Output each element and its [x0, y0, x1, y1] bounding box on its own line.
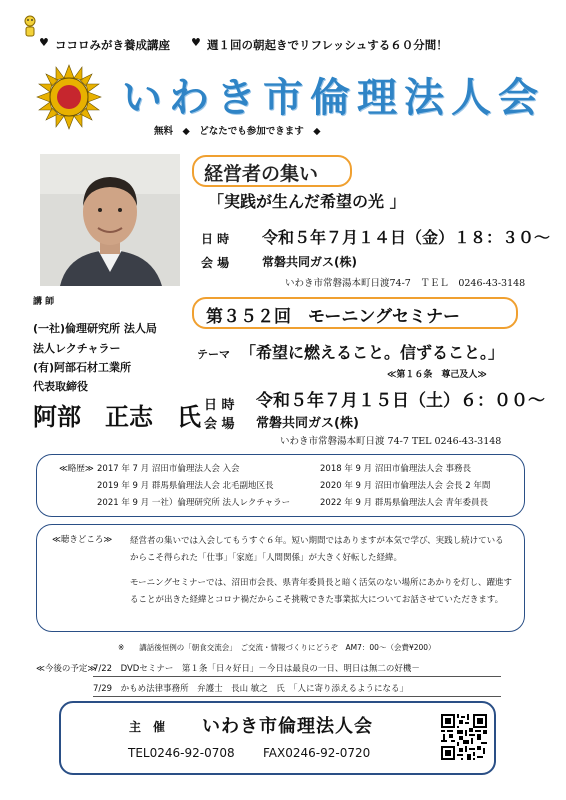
- footer-fax: FAX0246-92-0720: [263, 746, 371, 760]
- history-left-3: 2021 年 9 月 一社）倫理研究所 法人レクチャラー: [97, 498, 291, 508]
- header-tagline-left: ココロみがき養成講座: [55, 38, 170, 52]
- speaker-name: 阿部 正志 氏: [33, 402, 201, 431]
- org-title: いわき市倫理法人会: [122, 75, 545, 121]
- event2-date-label: 日 時: [204, 398, 235, 413]
- speaker-affiliation-3: (有)阿部石材工業所: [33, 361, 132, 374]
- qr-code-icon[interactable]: [441, 714, 487, 760]
- schedule-item-2: 7/29 かもめ法律事務所 弁護士 長山 敏之 氏 「人に寄り添えるようになる」: [93, 682, 501, 697]
- event1-date-label: 日 時: [201, 232, 230, 246]
- schedule-item-1: 7/22 DVDセミナー 第１条「日々好日」－今日は最良の一日、明日は無二の好機－: [93, 662, 501, 677]
- history-right-3: 2022 年 9 月 群馬県倫理法人会 青年委員長: [320, 498, 489, 508]
- event2-theme-label: テーマ: [197, 348, 230, 361]
- event2-title: 第３５２回 モーニングセミナー: [206, 307, 460, 327]
- history-right-2: 2020 年 9 月 沼田市倫理法人会 会長 2 年間: [320, 481, 491, 491]
- event1-venue-value: 常磐共同ガス(株): [262, 255, 357, 269]
- event1-venue-label: 会 場: [201, 256, 230, 270]
- event1-date-value: 令和５年７月１４日（金）１８：３０〜: [262, 228, 551, 247]
- free-note: 無料 ◆ どなたでも参加できます ◆: [154, 126, 321, 137]
- host-label: 主 催: [129, 720, 166, 734]
- speaker-affiliation-1: (一社)倫理研究所 法人局: [33, 322, 157, 335]
- org-logo-icon: [34, 62, 104, 132]
- header-tagline-right: 週１回の朝起きでリフレッシュする６０分間！: [207, 38, 448, 52]
- event2-theme-value: 「希望に燃えること。信ずること。」: [240, 343, 505, 362]
- history-left-2: 2019 年 9 月 群馬県倫理法人会 北毛副地区長: [97, 481, 274, 491]
- event2-chapter: ≪第１６条 尊己及人≫: [387, 370, 487, 380]
- breakfast-note: ※ 講話後恒例の「朝食交流会」 ご交流・情報づくりにどうぞ AM7：00〜（会費¥200）: [118, 643, 436, 652]
- speaker-photo: [40, 154, 180, 286]
- speaker-affiliation-2: 法人レクチャラー: [33, 342, 121, 355]
- heart-icon: ♥: [191, 36, 201, 49]
- speaker-role-label: 講 師: [33, 297, 55, 307]
- event2-address: いわき市常磐湯本町日渡 74-7 TEL 0246-43-3148: [280, 436, 502, 447]
- event2-date-value: 令和５年７月１５日（土）６：００〜: [256, 391, 545, 411]
- schedule-label: ≪今後の予定≫: [36, 664, 97, 674]
- event2-venue-label: 会 場: [204, 417, 235, 432]
- event1-address: いわき市常磐湯本町日渡74-7 ＴＥＬ 0246-43-3148: [285, 278, 526, 289]
- history-left-1: 2017 年 7 月 沼田市倫理法人会 入会: [97, 464, 240, 474]
- history-right-1: 2018 年 9 月 沼田市倫理法人会 事務長: [320, 464, 472, 474]
- heart-icon: ♥: [39, 36, 49, 49]
- host-name: いわき市倫理法人会: [202, 716, 373, 737]
- highlights-para1: 経営者の集いでは入会してもうすぐ６年。短い期間ではありますが本気で学び、実践し続けているからこそ得られた「仕事」「家庭」「人間関係」が大きく好転した経緯。: [130, 536, 504, 563]
- footer-tel: TEL0246-92-0708: [128, 746, 235, 760]
- event1-subtitle: 「実践が生んだ希望の光 」: [208, 192, 406, 211]
- event2-venue-value: 常磐共同ガス(株): [256, 416, 359, 431]
- highlights-label: ≪聴きどころ≫: [52, 535, 113, 545]
- highlights-para2: モーニングセミナーでは、沼田市会長、県青年委員長と暗く活気のない場所にあかりを灯し、躍進することが出きた経緯とコロナ禍だからこそ挑戦できた事業拡大についてお話させていただきます。: [130, 578, 512, 605]
- mascot-icon: [22, 14, 38, 38]
- history-label: ≪略歴≫: [59, 464, 94, 474]
- speaker-affiliation-4: 代表取締役: [33, 380, 88, 393]
- event1-title: 経営者の集い: [204, 163, 319, 185]
